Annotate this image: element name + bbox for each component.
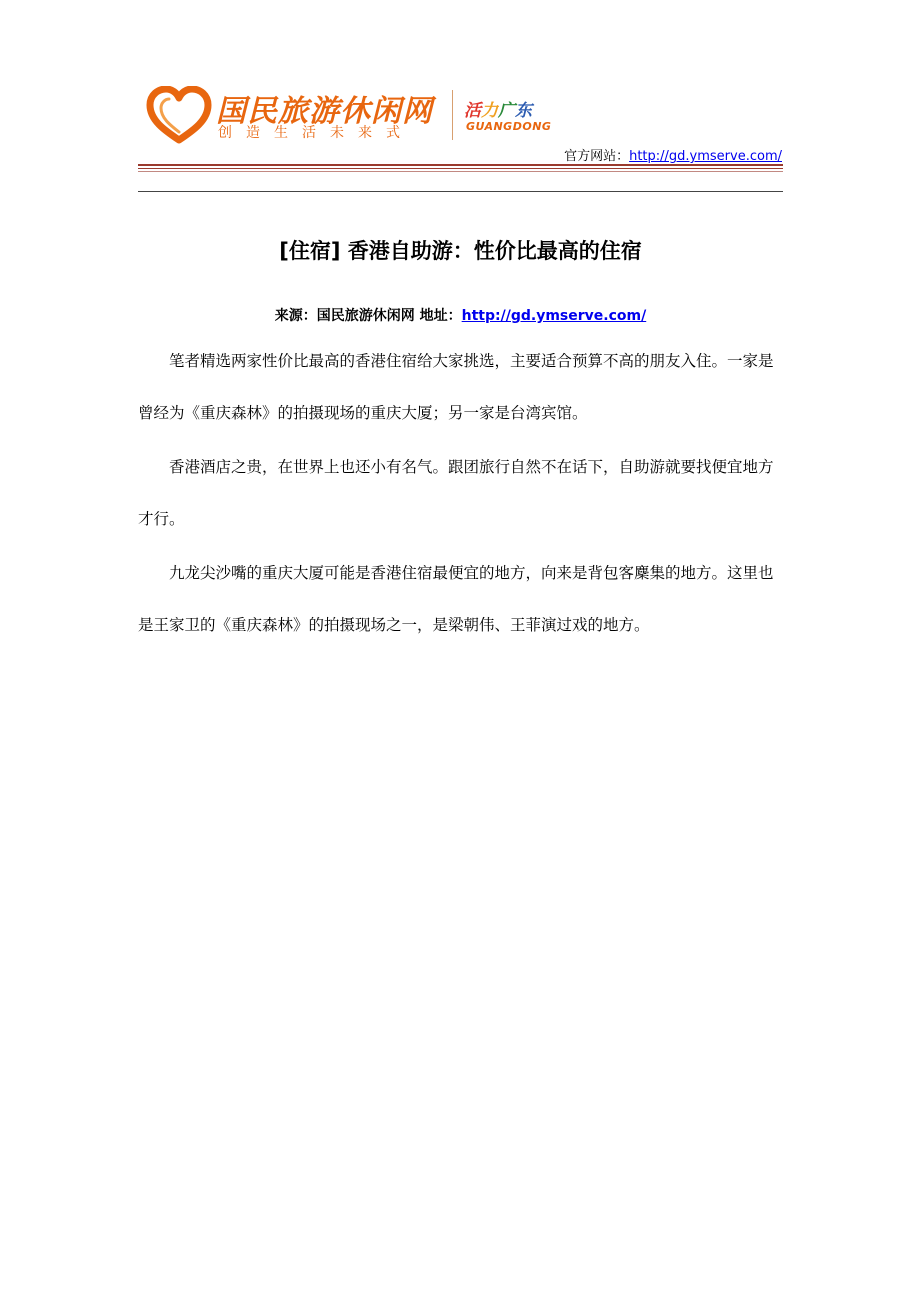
official-site-line <box>564 145 782 164</box>
heart-logo-icon <box>146 86 212 144</box>
article-source <box>138 305 783 325</box>
guangdong-logo <box>464 96 552 142</box>
source-link[interactable]: http://gd.ymserve.com/ <box>461 308 647 324</box>
guangdong-logo-english: GUANGDONG <box>466 120 552 133</box>
header-separator <box>138 191 783 192</box>
article-paragraph: 九龙尖沙嘴的重庆大厦可能是香港住宿最便宜的地方，向来是背包客麇集的地方。这里也是王家卫的《重庆森林》的拍摄现场之一，是梁朝伟、王菲演过戏的地方。 <box>138 564 774 634</box>
article-body <box>138 335 786 653</box>
official-site-label: 官方网站： <box>564 149 630 164</box>
article-paragraph: 香港酒店之贵，在世界上也还小有名气。跟团旅行自然不在话下，自助游就要找便宜地方才行。 <box>138 458 774 528</box>
logo-slogan: 创造生活未来式 <box>218 125 414 141</box>
article-title: [住宿] 香港自助游：性价比最高的住宿 <box>279 239 642 263</box>
source-label: 来源：国民旅游休闲网 地址： <box>274 308 462 324</box>
site-header <box>138 80 783 150</box>
article-paragraph: 笔者精选两家性价比最高的香港住宿给大家挑选，主要适合预算不高的朋友入住。一家是曾经为《重庆森林》的拍摄现场的重庆大厦；另一家是台湾宾馆。 <box>138 352 774 422</box>
header-rule-middle <box>138 168 783 169</box>
header-rule-bottom <box>138 171 783 172</box>
guangdong-logo-chinese: 活力广东 <box>464 101 532 121</box>
logo-name: 国民旅游休闲网 <box>216 94 433 129</box>
header-rule-top <box>138 164 783 166</box>
logo-divider <box>452 90 453 140</box>
official-site-link[interactable]: http://gd.ymserve.com/ <box>629 149 782 164</box>
